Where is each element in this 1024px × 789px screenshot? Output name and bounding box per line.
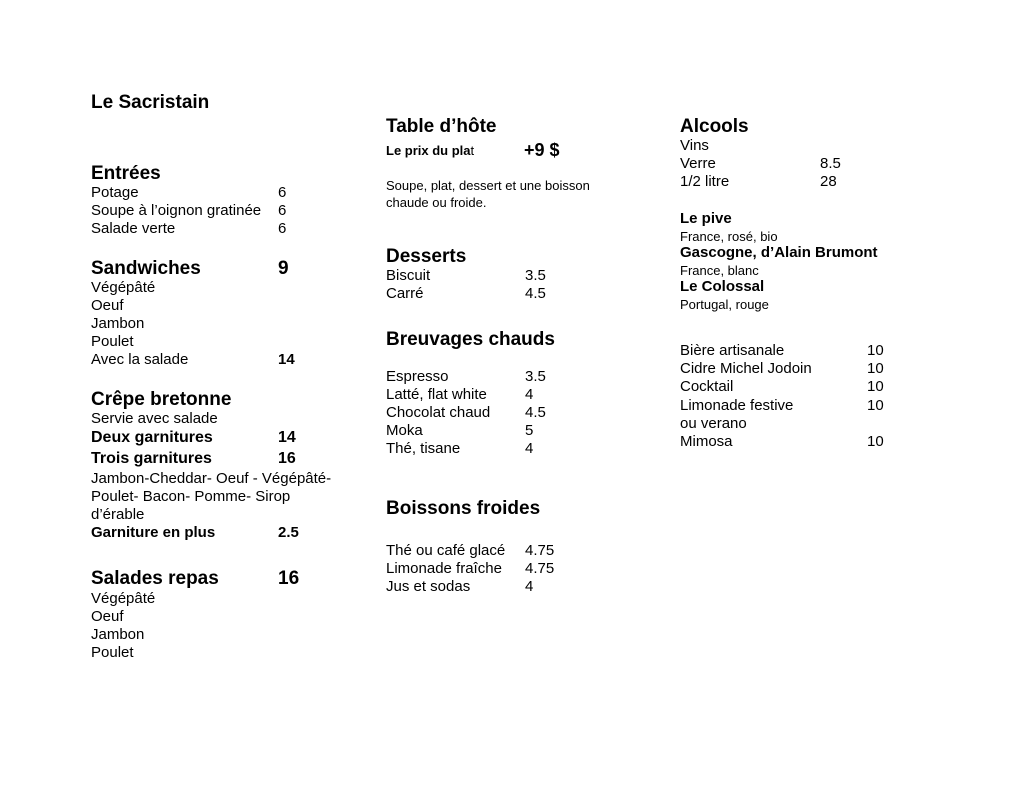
menu-item (91, 450, 311, 468)
menu-item (386, 440, 566, 458)
sandwiches-price: 9 (278, 258, 289, 279)
crepe-title: Crêpe bretonne (91, 389, 232, 410)
item-price: 14 (278, 429, 296, 446)
menu-item (386, 404, 566, 422)
table-hote-price-label (386, 142, 474, 159)
item-price: 6 (278, 202, 287, 219)
list-item: Végépâté (91, 590, 156, 607)
price-label-part: t (470, 143, 475, 158)
item-price: 10 (867, 397, 884, 414)
wine-desc: France, rosé, bio (680, 229, 778, 244)
alcools-title: Alcools (680, 116, 749, 137)
item-price: 4 (525, 578, 534, 595)
item-name: Avec la salade (91, 351, 189, 368)
item-name: Soupe à l’oignon gratinée (91, 202, 262, 219)
menu-item (91, 184, 311, 202)
menu-item (680, 342, 890, 360)
garnitures-line: Jambon-Cheddar- Oeuf - Végépâté- (91, 470, 332, 487)
wine-desc: Portugal, rouge (680, 297, 769, 312)
salades-price: 16 (278, 568, 300, 589)
menu-item (386, 560, 566, 578)
item-price: 14 (278, 351, 295, 368)
item-name: Biscuit (386, 267, 431, 284)
item-price: 3.5 (525, 267, 546, 284)
menu-item (386, 267, 566, 285)
menu-item (91, 202, 311, 220)
table-hote-desc: chaude ou froide. (386, 195, 487, 210)
desserts-title: Desserts (386, 246, 467, 267)
list-item: Oeuf (91, 608, 124, 625)
item-name: Verre (680, 155, 716, 172)
menu-item (680, 173, 880, 191)
table-hote-price: +9 $ (524, 140, 560, 160)
item-price: 10 (867, 378, 884, 395)
list-item: Jambon (91, 315, 145, 332)
item-price: 4 (525, 386, 534, 403)
item-name: Limonade festive (680, 397, 794, 414)
table-hote-desc: Soupe, plat, dessert et une boisson (386, 178, 590, 193)
item-price: 2.5 (278, 524, 299, 541)
item-price: 4.75 (525, 560, 555, 577)
item-price: 10 (867, 342, 884, 359)
salades-title: Salades repas (91, 568, 219, 589)
item-price: 8.5 (820, 155, 841, 172)
entrees-title: Entrées (91, 163, 161, 184)
menu-item (386, 386, 566, 404)
menu-item (680, 360, 890, 378)
price-label-part: Le prix du pla (386, 143, 471, 158)
breuvages-title: Breuvages chauds (386, 329, 555, 350)
crepe-subtitle: Servie avec salade (91, 410, 218, 427)
item-price: 6 (278, 184, 287, 201)
item-price: 16 (278, 450, 296, 467)
menu-item (386, 542, 566, 560)
item-name: 1/2 litre (680, 173, 730, 190)
wine-name: Le pive (680, 210, 732, 227)
wine-name: Le Colossal (680, 278, 765, 295)
menu-item (680, 378, 890, 396)
item-name: Mimosa (680, 433, 733, 450)
menu-item (680, 397, 890, 415)
item-name: Latté, flat white (386, 386, 487, 403)
menu-item (680, 433, 890, 451)
item-name: Thé ou café glacé (386, 542, 506, 559)
menu-item (680, 155, 880, 173)
list-item: Poulet (91, 644, 134, 661)
boissons-froides-title: Boissons froides (386, 498, 541, 519)
garnitures-line: Poulet- Bacon- Pomme- Sirop (91, 488, 291, 505)
item-price: 4.5 (525, 285, 546, 302)
item-price: 4 (525, 440, 534, 457)
restaurant-name: Le Sacristain (91, 92, 210, 113)
list-item: Jambon (91, 626, 145, 643)
item-name: Thé, tisane (386, 440, 461, 457)
vins-label: Vins (680, 137, 709, 154)
item-price: 4.5 (525, 404, 546, 421)
menu-item (91, 351, 311, 369)
menu-item (91, 220, 311, 238)
item-price: 10 (867, 433, 884, 450)
wine-name: Gascogne, d’Alain Brumont (680, 244, 878, 261)
item-name: Carré (386, 285, 424, 302)
list-item: Oeuf (91, 297, 124, 314)
ou-verano: ou verano (680, 415, 747, 432)
list-item: Végépâté (91, 279, 156, 296)
item-name: Salade verte (91, 220, 176, 237)
menu-item (386, 422, 566, 440)
item-name: Deux garnitures (91, 429, 213, 446)
list-item: Poulet (91, 333, 134, 350)
item-name: Moka (386, 422, 423, 439)
sandwiches-title: Sandwiches (91, 258, 201, 279)
item-price: 28 (820, 173, 837, 190)
item-name: Limonade fraîche (386, 560, 502, 577)
menu-item (386, 578, 566, 596)
item-price: 5 (525, 422, 534, 439)
item-price: 6 (278, 220, 287, 237)
item-name: Potage (91, 184, 139, 201)
garnitures-line: d’érable (91, 506, 145, 523)
item-price: 4.75 (525, 542, 555, 559)
item-name: Bière artisanale (680, 342, 785, 359)
menu-item (91, 429, 311, 447)
item-name: Cocktail (680, 378, 734, 395)
item-name: Cidre Michel Jodoin (680, 360, 812, 377)
item-price: 3.5 (525, 368, 546, 385)
item-name: Jus et sodas (386, 578, 471, 595)
item-price: 10 (867, 360, 884, 377)
item-name: Chocolat chaud (386, 404, 491, 421)
item-name: Garniture en plus (91, 524, 216, 541)
menu-item (386, 368, 566, 386)
menu-item (91, 524, 311, 542)
item-name: Espresso (386, 368, 449, 385)
wine-desc: France, blanc (680, 263, 759, 278)
table-hote-title: Table d’hôte (386, 116, 497, 137)
item-name: Trois garnitures (91, 450, 212, 467)
menu-item (386, 285, 566, 303)
